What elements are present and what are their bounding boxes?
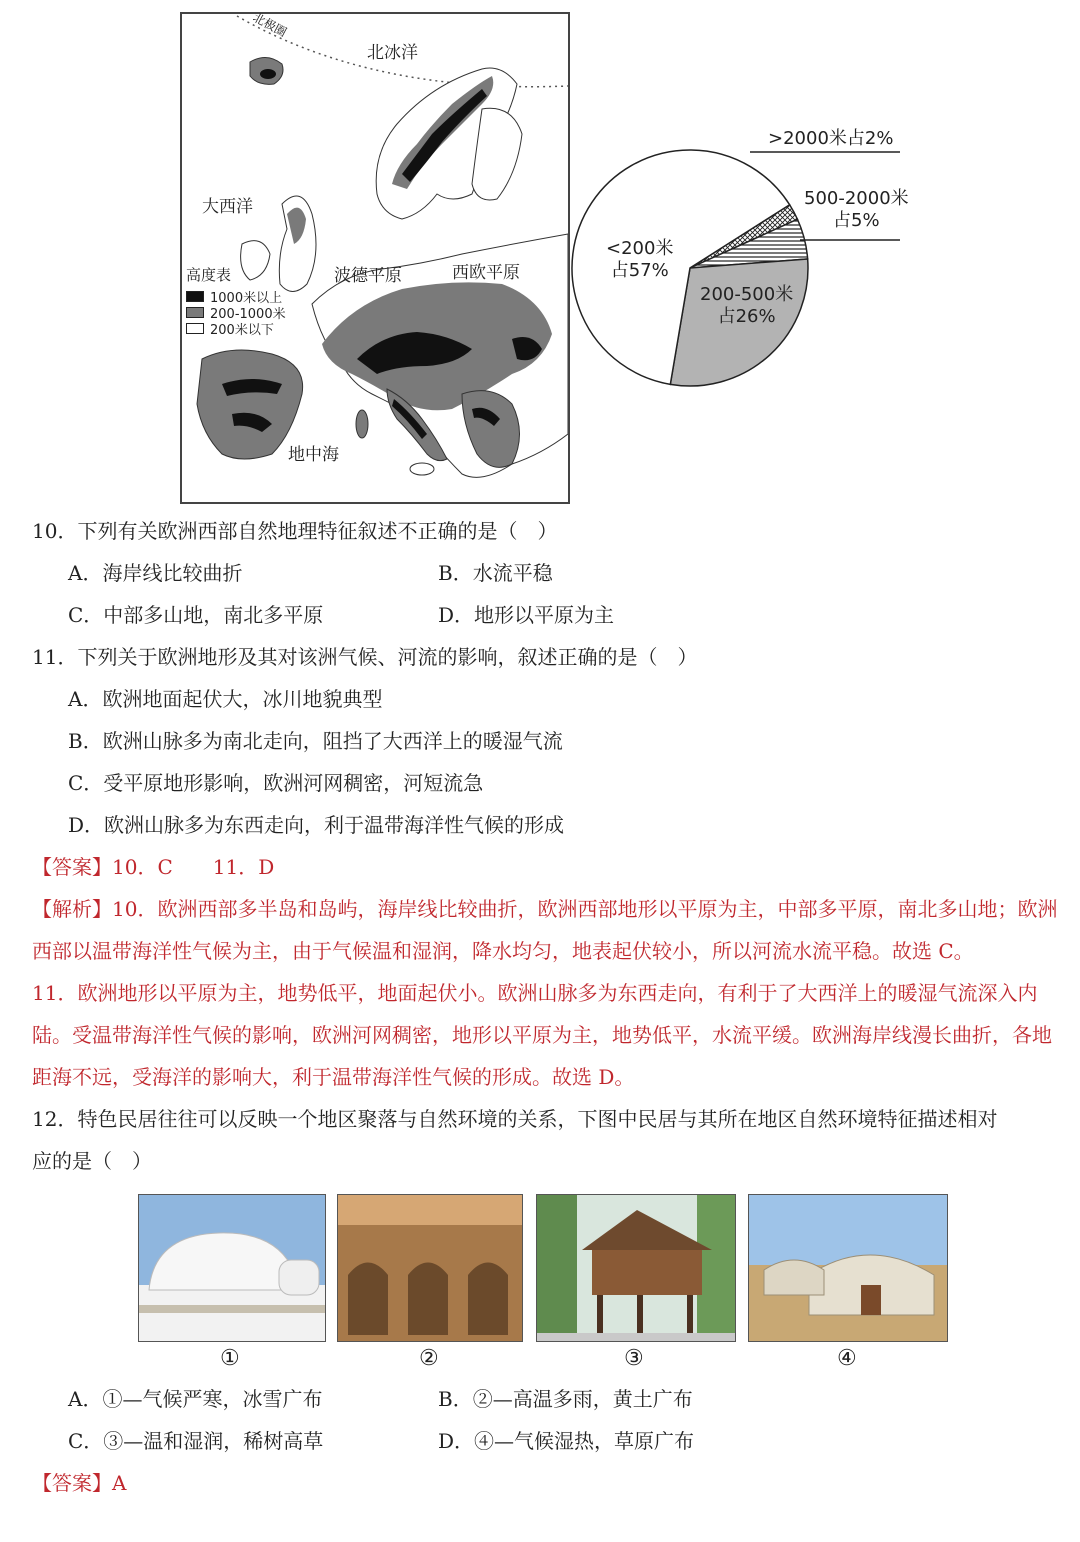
legend-label-high: 1000米以上 — [210, 290, 283, 306]
q12-stem-line2: 应的是（ ） — [32, 1149, 152, 1173]
iberia-shape — [197, 350, 303, 459]
q12-option-b: B．②—高温多雨，黄土广布 — [438, 1387, 693, 1411]
legend-swatch-low — [186, 323, 204, 334]
analysis-tag: 【解析】 — [32, 897, 112, 921]
label-arctic-circle: 北极圈 — [250, 10, 289, 40]
pie-label-under200-share: 占57% — [610, 260, 669, 281]
q10-option-d: D．地形以平原为主 — [438, 603, 615, 627]
sicily — [410, 463, 434, 475]
q12-option-a: A．①—气候严寒，冰雪广布 — [68, 1387, 323, 1411]
legend-title: 高度表 — [186, 266, 232, 284]
q11-option-b: B．欧洲山脉多为南北走向，阻挡了大西洋上的暖湿气流 — [68, 729, 563, 753]
pie-label-200-500-range: 200-500米 — [700, 284, 794, 305]
photo-yurt — [748, 1194, 948, 1342]
label-polish-plain: 波德平原 — [334, 266, 402, 286]
q12-option-c: C．③—温和湿润，稀树高草 — [68, 1429, 324, 1453]
answer-12-tag: 【答案】 — [32, 1471, 112, 1495]
q11-option-c: C．受平原地形影响，欧洲河网稠密，河短流急 — [68, 771, 484, 795]
label-mediterranean: 地中海 — [288, 445, 339, 465]
q12-stem-line1: 12．特色民居往往可以反映一个地区聚落与自然环境的关系，下图中民居与其所在地区自然环境特征描述相对 — [32, 1107, 998, 1131]
analysis-11: 11．欧洲地形以平原为主，地势低平，地面起伏小。欧洲山脉多为东西走向，有利于了大西洋上的暖湿气流深入内陆。受温带海洋性气候的影响，欧洲河网稠密，地形以平原为主，地势低平，水流平缓。欧洲海岸线漫长曲折，各地距海不远，受海洋的影响大，利于温带海洋性气候的形成。故选 D。 — [32, 981, 1052, 1089]
pie-label-under200-range: <200米 — [606, 238, 674, 259]
pie-label-500-2000-share: 占5% — [833, 210, 880, 231]
photo-cave-dwelling — [337, 1194, 523, 1342]
pie-label-200-500 — [700, 284, 793, 328]
q10-stem: 10．下列有关欧洲西部自然地理特征叙述不正确的是（ ） — [32, 519, 558, 543]
q10-option-c: C．中部多山地，南北多平原 — [68, 603, 324, 627]
pie-label-under200 — [606, 238, 673, 282]
caption-3: ③ — [624, 1346, 644, 1371]
q10-option-a: A．海岸线比较曲折 — [68, 561, 243, 585]
corsica-sardinia — [356, 410, 368, 438]
caption-1: ① — [220, 1346, 240, 1371]
answer-tag: 【答案】 — [32, 855, 112, 879]
legend-swatch-high — [186, 291, 204, 302]
pie-label-500-2000-range: 500-2000米 — [804, 188, 909, 209]
analysis-10 — [32, 888, 1062, 972]
pie-label-2000plus: >2000米占2% — [768, 128, 894, 149]
label-west-europe-plain: 西欧平原 — [452, 263, 520, 283]
legend-swatch-mid — [186, 307, 204, 318]
caption-2: ② — [419, 1346, 439, 1371]
legend-row-low — [186, 320, 286, 336]
pie-label-500-2000 — [804, 188, 909, 232]
pie-label-200-500-share: 占26% — [717, 306, 776, 327]
legend-label-low: 200米以下 — [210, 322, 274, 338]
answer-12 — [32, 1470, 126, 1496]
caption-4: ④ — [837, 1346, 857, 1371]
photo-igloo — [138, 1194, 326, 1342]
q10-option-b: B．水流平稳 — [438, 561, 553, 585]
label-atlantic: 大西洋 — [202, 197, 253, 217]
q11-option-d: D．欧洲山脉多为东西走向，利于温带海洋性气候的形成 — [68, 813, 565, 837]
q11-stem: 11．下列关于欧洲地形及其对该洲气候、河流的影响，叙述正确的是（ ） — [32, 645, 698, 669]
photo-stilt-house — [536, 1194, 736, 1342]
q11-option-a: A．欧洲地面起伏大，冰川地貌典型 — [68, 687, 383, 711]
elevation-legend — [186, 264, 286, 336]
answer-10-11 — [32, 854, 274, 880]
answer-text: 10．C 11．D — [112, 855, 275, 879]
analysis-10-text: 10．欧洲西部多半岛和岛屿，海岸线比较曲折，欧洲西部地形以平原为主，中部多平原，南北多山地；欧洲西部以温带海洋性气候为主，由于气候温和湿润，降水均匀，地表起伏较小，所以河流水流平稳。故选 C。 — [32, 897, 1058, 963]
iceland-highland — [260, 69, 276, 79]
europe-relief-map — [180, 12, 570, 504]
label-arctic-ocean: 北冰洋 — [367, 43, 418, 63]
answer-12-text: A — [112, 1471, 127, 1495]
legend-label-mid: 200-1000米 — [210, 306, 286, 322]
q12-option-d: D．④—气候湿热，草原广布 — [438, 1429, 695, 1453]
